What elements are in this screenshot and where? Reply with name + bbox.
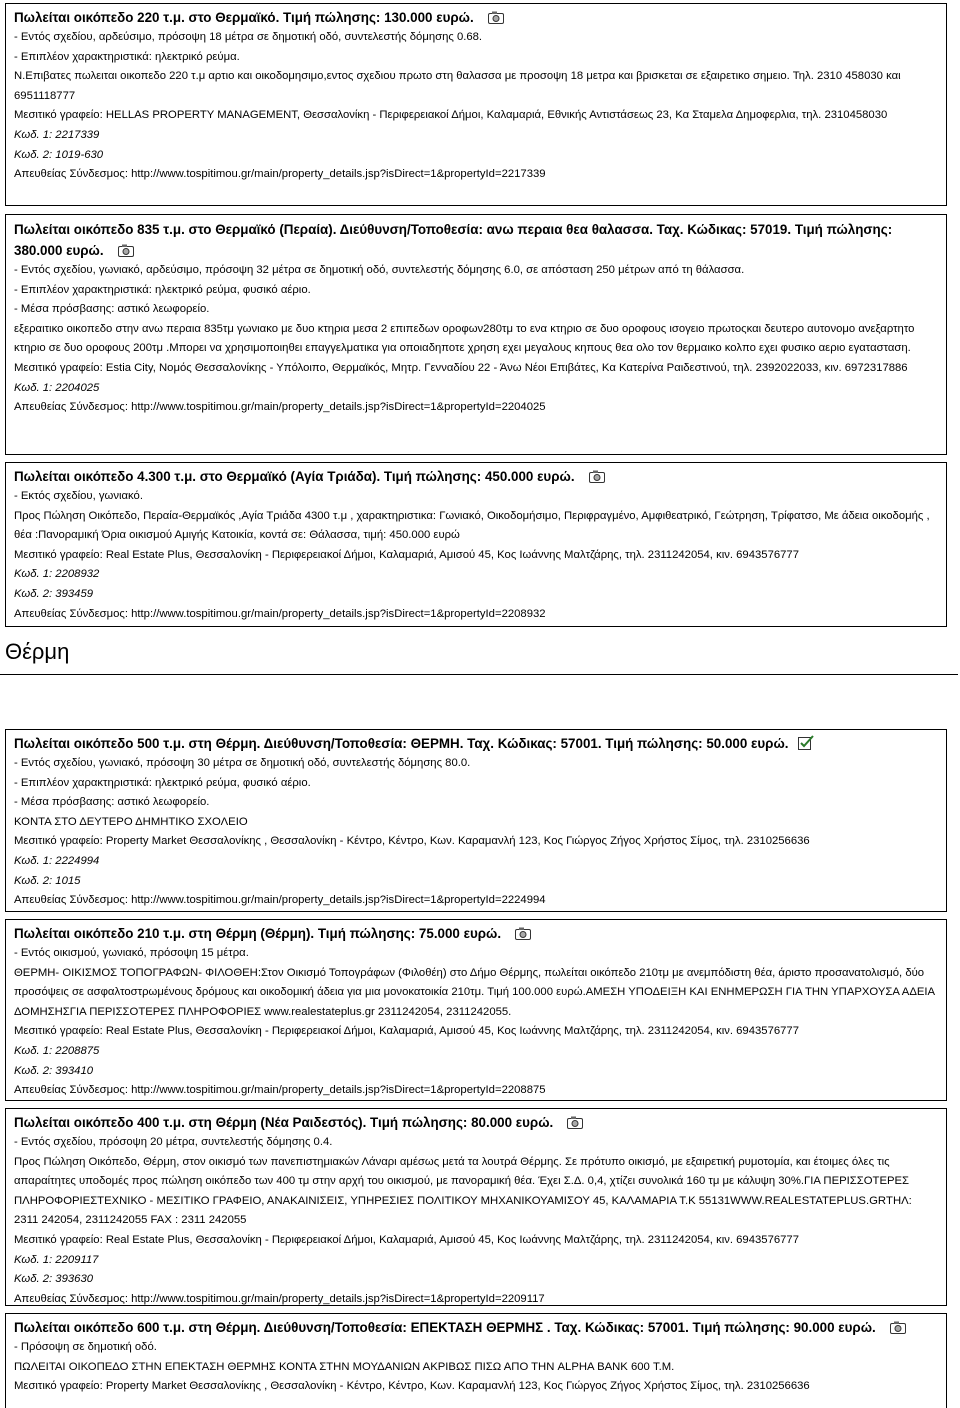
camera-icon[interactable] xyxy=(118,244,134,257)
listing-direct-link[interactable]: Απευθείας Σύνδεσμος: http://www.tospitimou.gr/main/property_details.jsp?isDirect=1&propertyId=2208932 xyxy=(14,607,546,620)
listing-2217339 xyxy=(5,3,947,206)
listing-feature: - Μέσα πρόσβασης: αστικό λεωφορείο. xyxy=(14,303,210,316)
listing-thermi-expansion xyxy=(5,1313,947,1408)
listing-2208932 xyxy=(5,462,947,627)
listing-office: Μεσιτικό γραφείο: Real Estate Plus, Θεσσαλονίκη - Περιφερειακοί Δήμοι, Καλαμαριά, Αμισού 45, Κος Ιωάννης Μαλτζάρης, τηλ. 2311242054, κιν. 6943576777 xyxy=(14,1025,799,1038)
camera-icon[interactable] xyxy=(567,1116,583,1129)
listing-office: Μεσιτικό γραφείο: Property Market Θεσσαλονίκης , Θεσσαλονίκη - Κέντρο, Κέντρο, Κων. Καραμανλή 123, Κος Γιώργος Ζήγος Χρήστος Σίμος, τηλ. 2310256636 xyxy=(14,1380,810,1393)
listing-code: Κωδ. 2: 1019-630 xyxy=(14,148,104,161)
listing-direct-link[interactable]: Απευθείας Σύνδεσμος: http://www.tospitimou.gr/main/property_details.jsp?isDirect=1&propertyId=2204025 xyxy=(14,401,546,414)
listing-feature: - Επιπλέον χαρακτηριστικά: ηλεκτρικό ρεύμα, φυσικό αέριο. xyxy=(14,283,311,296)
listing-feature: - Εντός σχεδίου, γωνιακό, αρδεύσιμο, πρόσοψη 32 μέτρα σε δημοτική οδό, συντελεστής δόμησης 6.0, σε απόσταση 250 μέτρων από τη θάλασσα. xyxy=(14,264,745,276)
listing-title: Πωλείται οικόπεδο 4.300 τ.μ. στο Θερμαϊκό (Αγία Τριάδα). Τιμή πώλησης: 450.000 ευρώ. xyxy=(14,467,938,487)
listing-feature: - Εκτός σχεδίου, γωνιακό. xyxy=(14,490,143,502)
listing-code: Κωδ. 2: 393410 xyxy=(14,1064,94,1077)
listing-office: Μεσιτικό γραφείο: Real Estate Plus, Θεσσαλονίκη - Περιφερειακοί Δήμοι, Καλαμαριά, Αμισού 45, Κος Ιωάννης Μαλτζάρης, τηλ. 2311242054, κιν. 6943576777 xyxy=(14,548,799,561)
listing-office: Μεσιτικό γραφείο: Real Estate Plus, Θεσσαλονίκη - Περιφερειακοί Δήμοι, Καλαμαριά, Αμισού 45, Κος Ιωάννης Μαλτζάρης, τηλ. 2311242054, κιν. 6943576777 xyxy=(14,1233,799,1246)
listing-title: Πωλείται οικόπεδο 500 τ.μ. στη Θέρμη. Διεύθυνση/Τοποθεσία: ΘΕΡΜΗ. Ταχ. Κώδικας: 57001. Τιμή πώλησης: 50.000 ευρώ. xyxy=(14,734,938,754)
listing-2209117 xyxy=(5,1108,947,1306)
camera-icon[interactable] xyxy=(488,11,504,24)
listing-description: Προς Πώληση Οικόπεδο, Θέρμη, στον οικισμό των πανεπιστημιακών Λάναρι αμέσως μετά τα λουτρά Θέρμης. Σε πρότυπο οικισμό, με εξαιρετική ρυμοτομία, και έτοιμες όλες τις απαραίτητες υποδομές προς πώληση οικόπεδο των 400 τμ στην αρχή του οικισμού, με πανοραμική θέα. Έχει Σ.Δ. 0,4, χτίζει συνολικά 160 τμ με κάλυψη 30%.ΓΙΑ ΠΕΡΙΣΣΟΤΕΡΕΣ ΠΛΗΡΟΦΟΡΙΕΣΤΕΧΝΙΚΟ - ΜΕΣΙΤΙΚΟ ΓΡΑΦΕΙΟ, ΑΝΑΚΑΙΝΙΣΕΙΣ, ΥΠΗΡΕΣΙΕΣ ΠΟΛΙΤΙΚΟΥ ΜΗΧΑΝΙΚΟΥΑΜΙΣΟΥ 45, ΚΑΛΑΜΑΡΙΑ Τ.Κ 55131WWW.REALESTATEPLUS.GRΤΗΛ: 2311 242054, 2311242055 FAX : 2311 242055 xyxy=(14,1155,912,1227)
listing-title: Πωλείται οικόπεδο 835 τ.μ. στο Θερμαϊκό (Περαία). Διεύθυνση/Τοποθεσία: ανω περαια θεα θαλασσα. Ταχ. Κώδικας: 57019. Τιμή πώλησης: 380.000 ευρώ. xyxy=(14,222,893,258)
listing-title: Πωλείται οικόπεδο 600 τ.μ. στη Θέρμη. Διεύθυνση/Τοποθεσία: ΕΠΕΚΤΑΣΗ ΘΕΡΜΗΣ . Ταχ. Κώδικας: 57001. Τιμή πώλησης: 90.000 ευρώ. xyxy=(14,1318,938,1338)
listing-title: Πωλείται οικόπεδο 400 τ.μ. στη Θέρμη (Νέα Ραιδεστός). Τιμή πώλησης: 80.000 ευρώ. xyxy=(14,1113,938,1133)
listing-code: Κωδ. 2: 393630 xyxy=(14,1273,94,1286)
listing-title: Πωλείται οικόπεδο 220 τ.μ. στο Θερμαϊκό. Τιμή πώλησης: 130.000 ευρώ. xyxy=(14,8,938,28)
section-divider xyxy=(0,674,958,675)
listing-description: Προς Πώληση Οικόπεδο, Περαία-Θερμαϊκός ,Αγία Τριάδα 4300 τ.μ , χαρακτηριστικα: Γωνιακό, Οικοδομήσιμο, Περιφραγμένο, Αμφιθεατρικό, Γεώτρηση, Τρίφατσο, Με άδεια οικοδομής , θέα :Πανοραμική Όρια οικισμού Αμιγής Κατοικία, κοντά σε: Θάλασσα, τιμή: 450.000 ευρώ xyxy=(14,509,930,542)
listing-direct-link[interactable]: Απευθείας Σύνδεσμος: http://www.tospitimou.gr/main/property_details.jsp?isDirect=1&propertyId=2217339 xyxy=(14,168,546,181)
listing-feature: - Μέσα πρόσβασης: αστικό λεωφορείο. xyxy=(14,796,210,809)
checkbox-icon[interactable] xyxy=(798,735,814,750)
listing-feature: - Επιπλέον χαρακτηριστικά: ηλεκτρικό ρεύμα, φυσικό αέριο. xyxy=(14,776,311,789)
listing-feature: - Εντός οικισμού, γωνιακό, πρόσοψη 15 μέτρα. xyxy=(14,947,249,959)
listing-office: Μεσιτικό γραφείο: Estia City, Νομός Θεσσαλονίκης - Υπόλοιπο, Θερμαϊκός, Μητρ. Γενναδίου 22 - Άνω Νέοι Επιβάτες, Κα Κατερίνα Ραιδεστινού, τηλ. 2392022033, κιν. 6972317886 xyxy=(14,361,908,374)
camera-icon[interactable] xyxy=(515,927,531,940)
listing-code: Κωδ. 1: 2217339 xyxy=(14,128,100,141)
listing-office: Μεσιτικό γραφείο: Property Market Θεσσαλονίκης , Θεσσαλονίκη - Κέντρο, Κέντρο, Κων. Καραμανλή 123, Κος Γιώργος Ζήγος Χρήστος Σίμος, τηλ. 2310256636 xyxy=(14,835,810,848)
listing-description: Ν.Επιβατες πωλειται οικοπεδο 220 τ.μ αρτιο και οικοδομησιμο,εντος σχεδιου πρωτο στη θαλασσα με προσοψη 18 μετρα και βρισκεται σε εξαιρετικο σημειο. Τηλ. 2310 458030 και 6951118777 xyxy=(14,70,901,102)
listing-code: Κωδ. 1: 2209117 xyxy=(14,1253,99,1266)
listing-code: Κωδ. 1: 2208932 xyxy=(14,568,100,581)
listing-description: εξεραιτικο οικοπεδο στην ανω περαια 835τμ γωνιακο με δυο κτηρια μεσα 2 επιπεδων οροφων280τμ το ενα κτηριο σε δυο οροφους ισογειο πρωτοςκαι δευτερο αυτονομο ανεξαρτητο κτηριο σε δυο οροφους 200τμ .Μπορει να χρησιμοποιηθει επαγγελματικα για οποιαδηποτε χρηση εχει μεγαλους κηπους θεα ολο τον θερμαικο κολπο εχει φυσικο αεριο εγατασταση. xyxy=(14,322,915,355)
listing-feature: - Εντός σχεδίου, γωνιακό, πρόσοψη 30 μέτρα σε δημοτική οδό, συντελεστής δόμησης 80.0. xyxy=(14,757,471,769)
listing-code: Κωδ. 1: 2208875 xyxy=(14,1044,100,1057)
listing-office: Μεσιτικό γραφείο: HELLAS PROPERTY MANAGEMENT, Θεσσαλονίκη - Περιφερειακοί Δήμοι, Καλαμαριά, Εθνικής Αντιστάσεως 23, Κα Σταμελα Δημοφερλια, τηλ. 2310458030 xyxy=(14,109,888,122)
listing-direct-link[interactable]: Απευθείας Σύνδεσμος: http://www.tospitimou.gr/main/property_details.jsp?isDirect=1&propertyId=2209117 xyxy=(14,1292,545,1305)
camera-icon[interactable] xyxy=(890,1321,906,1334)
camera-icon[interactable] xyxy=(589,470,605,483)
listing-2208875 xyxy=(5,919,947,1101)
section-heading-thermi: Θέρμη xyxy=(5,639,70,664)
listing-description: ΠΩΛΕΙΤΑΙ ΟΙΚΟΠΕΔΟ ΣΤΗΝ ΕΠΕΚΤΑΣΗ ΘΕΡΜΗΣ ΚΟΝΤΑ ΣΤΗΝ ΜΟΥΔΑΝΙΩΝ ΑΚΡΙΒΩΣ ΠΙΣΩ ΑΠΟ ΤΗΝ ALPHA BANK 600 Τ.Μ. xyxy=(14,1360,675,1373)
listing-2204025 xyxy=(5,214,947,455)
listing-feature: - Πρόσοψη σε δημοτική οδό. xyxy=(14,1341,157,1353)
listing-feature: - Επιπλέον χαρακτηριστικά: ηλεκτρικό ρεύμα. xyxy=(14,50,240,63)
listing-feature: - Εντός σχεδίου, πρόσοψη 20 μέτρα, συντελεστής δόμησης 0.4. xyxy=(14,1136,333,1148)
listing-code: Κωδ. 1: 2204025 xyxy=(14,381,100,394)
listing-direct-link[interactable]: Απευθείας Σύνδεσμος: http://www.tospitimou.gr/main/property_details.jsp?isDirect=1&propertyId=2224994 xyxy=(14,894,546,907)
listing-description: ΘΕΡΜΗ- ΟΙΚΙΣΜΟΣ ΤΟΠΟΓΡΑΦΩΝ- ΦΙΛΟΘΕΗ:Στον Οικισμό Τοπογράφων (Φιλοθέη) στο Δήμο Θέρμης, πωλείται οικόπεδο 210τμ με ανεμπόδιστη θέα, άριστο προσανατολισμό, δύο προσόψεις σε ασφαλτοστρωμένους δρόμους και οικοδομική άδεια για μια μονοκατοικία 210τμ. Τιμή 100.000 ευρώ.ΑΜΕΣΗ ΥΠΟΔΕΙΞΗ ΚΑΙ ΕΝΗΜΕΡΩΣΗ ΓΙΑ ΤΗΝ ΥΠΑΡΧΟΥΣΑ ΑΔΕΙΑ ΔΟΜΗΣΗΣΓΙΑ ΠΕΡΙΣΣΟΤΕΡΕΣ ΠΛΗΡΟΦΟΡΙΕΣ www.realestateplus.gr 2311242054, 2311242055. xyxy=(14,966,935,1018)
listing-2224994 xyxy=(5,729,947,912)
listing-code: Κωδ. 2: 1015 xyxy=(14,874,81,887)
listing-title: Πωλείται οικόπεδο 210 τ.μ. στη Θέρμη (Θέρμη). Τιμή πώλησης: 75.000 ευρώ. xyxy=(14,924,938,944)
listing-description: ΚΟΝΤΑ ΣΤΟ ΔΕΥΤΕΡΟ ΔΗΜΗΤΙΚΟ ΣΧΟΛΕΙΟ xyxy=(14,815,248,828)
listing-code: Κωδ. 2: 393459 xyxy=(14,587,94,600)
listing-feature: - Εντός σχεδίου, αρδεύσιμο, πρόσοψη 18 μέτρα σε δημοτική οδό, συντελεστής δόμησης 0.68. xyxy=(14,31,483,43)
listing-direct-link[interactable]: Απευθείας Σύνδεσμος: http://www.tospitimou.gr/main/property_details.jsp?isDirect=1&propertyId=2208875 xyxy=(14,1084,546,1097)
listing-code: Κωδ. 1: 2224994 xyxy=(14,854,100,867)
